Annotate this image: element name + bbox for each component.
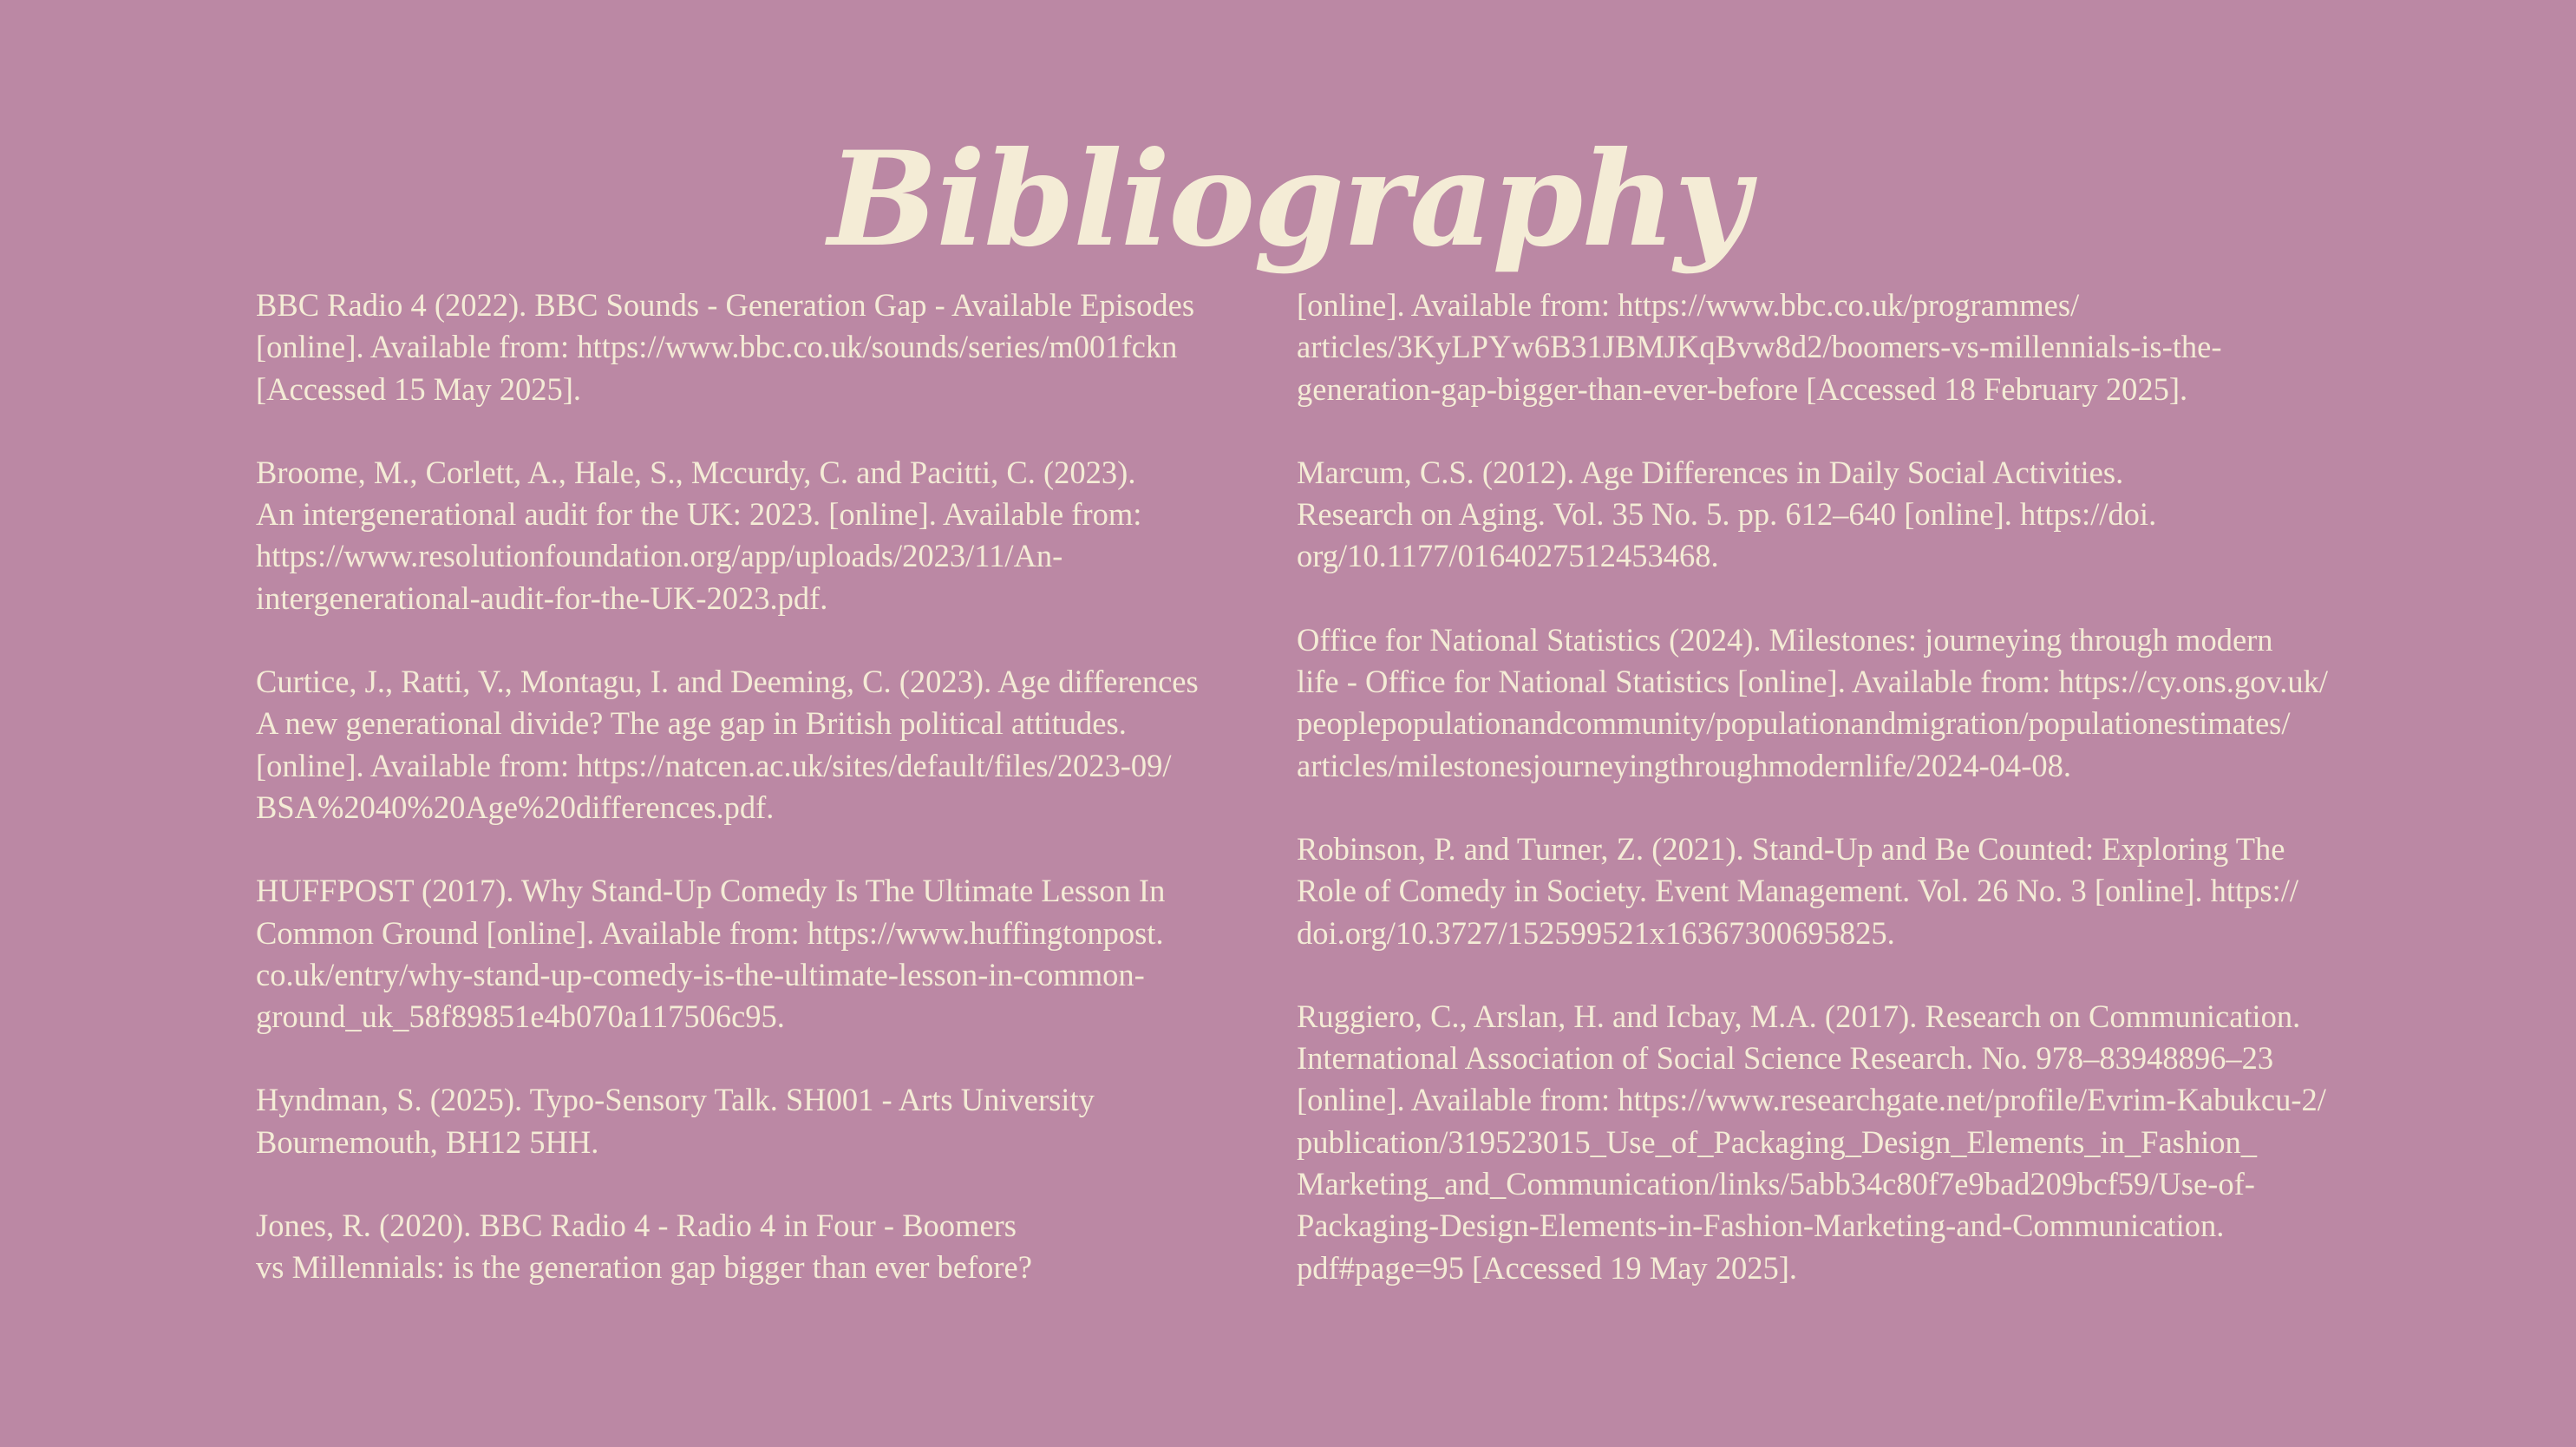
- reference-line: Packaging-Design-Elements-in-Fashion-Marketing-and-Communication.: [1297, 1208, 2225, 1244]
- reference-line: [online]. Available from: https://www.bbc.co.uk/sounds/series/m001fckn: [256, 329, 1178, 365]
- reference-line: [Accessed 15 May 2025].: [256, 370, 582, 407]
- reference-line: life - Office for National Statistics [online]. Available from: https://cy.ons.gov.uk/: [1297, 664, 2329, 700]
- reference-line: Common Ground [online]. Available from: https://www.huffingtonpost.: [256, 914, 1164, 951]
- reference-entry: [256, 285, 1288, 410]
- reference-line: International Association of Social Science Research. No. 978–83948896–23: [1297, 1040, 2274, 1077]
- reference-line: Research on Aging. Vol. 35 No. 5. pp. 612–640 [online]. https://doi.: [1297, 496, 2157, 533]
- reference-line: An intergenerational audit for the UK: 2023. [online]. Available from:: [256, 496, 1142, 533]
- reference-entry: [256, 1079, 1288, 1163]
- reference-line: [online]. Available from: https://www.researchgate.net/profile/Evrim-Kabukcu-2/: [1297, 1082, 2326, 1118]
- reference-line: BSA%2040%20Age%20differences.pdf.: [256, 789, 775, 825]
- reference-line: ground_uk_58f89851e4b070a117506c95.: [256, 998, 785, 1035]
- reference-entry: [1297, 619, 2442, 787]
- reference-entry: [1297, 285, 2442, 410]
- reference-line: co.uk/entry/why-stand-up-comedy-is-the-ultimate-lesson-in-common-: [256, 956, 1145, 992]
- reference-entry: [256, 870, 1288, 1038]
- reference-line: articles/3KyLPYw6B31JBMJKqBvw8d2/boomers-vs-millennials-is-the-: [1297, 329, 2222, 365]
- bibliography-left-column: [256, 285, 1288, 1331]
- reference-line: doi.org/10.3727/152599521x16367300695825.: [1297, 914, 1895, 951]
- reference-line: Marcum, C.S. (2012). Age Differences in Daily Social Activities.: [1297, 454, 2124, 490]
- reference-entry: [256, 1205, 1288, 1289]
- reference-line: Office for National Statistics (2024). Milestones: journeying through modern: [1297, 621, 2273, 658]
- reference-line: peoplepopulationandcommunity/populationandmigration/populationestimates/: [1297, 705, 2291, 742]
- reference-entry: [256, 661, 1288, 828]
- reference-line: pdf#page=95 [Accessed 19 May 2025].: [1297, 1249, 1798, 1286]
- reference-entry: [256, 452, 1288, 619]
- reference-line: https://www.resolutionfoundation.org/app/uploads/2023/11/An-: [256, 538, 1063, 574]
- reference-line: Marketing_and_Communication/links/5abb34c80f7e9bad209bcf59/Use-of-: [1297, 1166, 2255, 1202]
- reference-line: Robinson, P. and Turner, Z. (2021). Stand-Up and Be Counted: Exploring The: [1297, 830, 2285, 867]
- reference-line: publication/319523015_Use_of_Packaging_Design_Elements_in_Fashion_: [1297, 1123, 2258, 1160]
- reference-line: BBC Radio 4 (2022). BBC Sounds - Generation Gap - Available Episodes: [256, 287, 1195, 323]
- bibliography-right-column: [1297, 285, 2442, 1331]
- reference-line: generation-gap-bigger-than-ever-before [Accessed 18 February 2025].: [1297, 370, 2188, 407]
- reference-line: org/10.1177/0164027512453468.: [1297, 538, 1719, 574]
- page-title: Bibliography: [827, 123, 1749, 276]
- reference-line: Jones, R. (2020). BBC Radio 4 - Radio 4 in Four - Boomers: [256, 1208, 1017, 1244]
- reference-line: Curtice, J., Ratti, V., Montagu, I. and Deeming, C. (2023). Age differences: [256, 664, 1199, 700]
- reference-line: [online]. Available from: https://www.bbc.co.uk/programmes/: [1297, 287, 2080, 323]
- reference-line: Hyndman, S. (2025). Typo-Sensory Talk. SH001 - Arts University: [256, 1082, 1095, 1118]
- reference-line: A new generational divide? The age gap in British political attitudes.: [256, 705, 1127, 742]
- reference-entry: [1297, 996, 2442, 1289]
- reference-line: articles/milestonesjourneyingthroughmodernlife/2024-04-08.: [1297, 747, 2072, 783]
- reference-entry: [1297, 452, 2442, 578]
- reference-line: intergenerational-audit-for-the-UK-2023.pdf.: [256, 579, 828, 616]
- reference-line: HUFFPOST (2017). Why Stand-Up Comedy Is The Ultimate Lesson In: [256, 873, 1166, 909]
- reference-line: Ruggiero, C., Arslan, H. and Icbay, M.A. (2017). Research on Communication.: [1297, 998, 2301, 1034]
- reference-entry: [1297, 828, 2442, 954]
- reference-line: [online]. Available from: https://natcen.ac.uk/sites/default/files/2023-09/: [256, 747, 1172, 783]
- reference-line: vs Millennials: is the generation gap bigger than ever before?: [256, 1249, 1032, 1286]
- reference-line: Bournemouth, BH12 5HH.: [256, 1123, 599, 1160]
- reference-line: Role of Comedy in Society. Event Management. Vol. 26 No. 3 [online]. https://: [1297, 873, 2299, 909]
- reference-line: Broome, M., Corlett, A., Hale, S., Mccurdy, C. and Pacitti, C. (2023).: [256, 454, 1136, 490]
